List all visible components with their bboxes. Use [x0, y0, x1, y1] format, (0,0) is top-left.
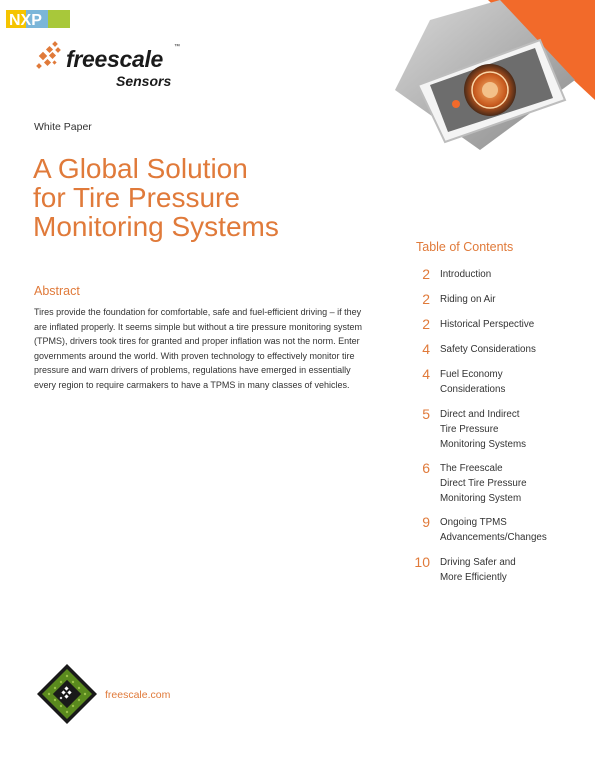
- toc-item-label-line: Introduction: [440, 269, 492, 280]
- toc-item-label-line: Ongoing TPMS: [440, 517, 507, 528]
- toc-item-label: [440, 343, 582, 358]
- toc-item[interactable]: [412, 462, 582, 506]
- toc-item-label-line: Fuel Economy: [440, 369, 503, 380]
- toc-item-label: [440, 293, 582, 308]
- toc-item-label: [440, 556, 582, 586]
- abstract-heading: Abstract: [34, 284, 80, 298]
- toc-item-label-line: More Efficiently: [440, 571, 507, 583]
- toc-item-label-line: Direct and Indirect: [440, 409, 520, 420]
- hero-image: [390, 0, 595, 160]
- toc-item-label-line: Historical Perspective: [440, 319, 535, 330]
- toc-page-number: 2: [422, 316, 430, 332]
- toc-item[interactable]: [412, 368, 582, 398]
- toc-page-number: 6: [422, 460, 430, 476]
- toc-page-number: 10: [414, 554, 430, 570]
- document-type: White Paper: [34, 121, 92, 133]
- toc-item-label-line: Driving Safer and: [440, 557, 516, 568]
- toc-item[interactable]: [412, 408, 582, 452]
- toc-item[interactable]: [412, 268, 582, 283]
- title-line: for Tire Pressure: [33, 182, 240, 213]
- title-line: A Global Solution: [33, 153, 248, 184]
- trademark-mark: ™: [174, 44, 180, 50]
- abstract-body: Tires provide the foundation for comfortable, safe and fuel-efficient driving – if they are inflated properly. It seems simple but without a tire pressure monitoring system (TPMS), drivers took tires for granted and proper inflation was not the norm. Enter governments around the world. With proven technology to effectively monitor tire pressure and warn drivers of problems, regulations have emerged in essentially every region to require carmakers to have a TPMS in many classes of vehicles.: [34, 307, 362, 390]
- toc-item[interactable]: [412, 343, 582, 358]
- toc-page-number: 9: [422, 514, 430, 530]
- toc-page-number: 4: [422, 366, 430, 382]
- page-title: [33, 154, 373, 241]
- toc-item-label: [440, 318, 582, 333]
- toc-item-label-line: Considerations: [440, 383, 506, 395]
- toc-page-number: 4: [422, 341, 430, 357]
- title-line: Monitoring Systems: [33, 211, 279, 242]
- toc-heading: Table of Contents: [416, 240, 514, 254]
- website-link[interactable]: freescale.com: [105, 689, 171, 701]
- toc-item-label-line: Tire Pressure: [440, 423, 499, 435]
- freescale-logo: [36, 40, 186, 92]
- freescale-wordmark: freescale: [66, 46, 164, 72]
- toc-item-label-line: Direct Tire Pressure: [440, 477, 527, 489]
- toc-item-label: [440, 408, 582, 452]
- toc-item-label-line: Monitoring Systems: [440, 438, 527, 450]
- toc-item[interactable]: [412, 516, 582, 546]
- toc-page-number: 5: [422, 406, 430, 422]
- nxp-logo-text: NXP: [9, 12, 42, 29]
- toc-item[interactable]: [412, 293, 582, 308]
- freescale-mark-icon: [36, 40, 66, 72]
- toc-item-label: [440, 268, 582, 283]
- toc-item[interactable]: [412, 556, 582, 586]
- toc-page-number: 2: [422, 291, 430, 307]
- toc-item-label-line: Monitoring System: [440, 492, 522, 504]
- sensors-wordmark: Sensors: [116, 73, 172, 89]
- toc-item-label: [440, 462, 582, 506]
- nxp-logo: [6, 8, 70, 30]
- toc-item-label: [440, 516, 582, 546]
- freescale-badge-icon: [36, 663, 98, 725]
- toc-item-label-line: Safety Considerations: [440, 344, 536, 355]
- toc-item-label-line: The Freescale: [440, 463, 503, 474]
- toc-page-number: 2: [422, 266, 430, 282]
- toc-item[interactable]: [412, 318, 582, 333]
- toc-item-label-line: Riding on Air: [440, 294, 496, 305]
- toc-item-label: [440, 368, 582, 398]
- toc-item-label-line: Advancements/Changes: [440, 531, 547, 543]
